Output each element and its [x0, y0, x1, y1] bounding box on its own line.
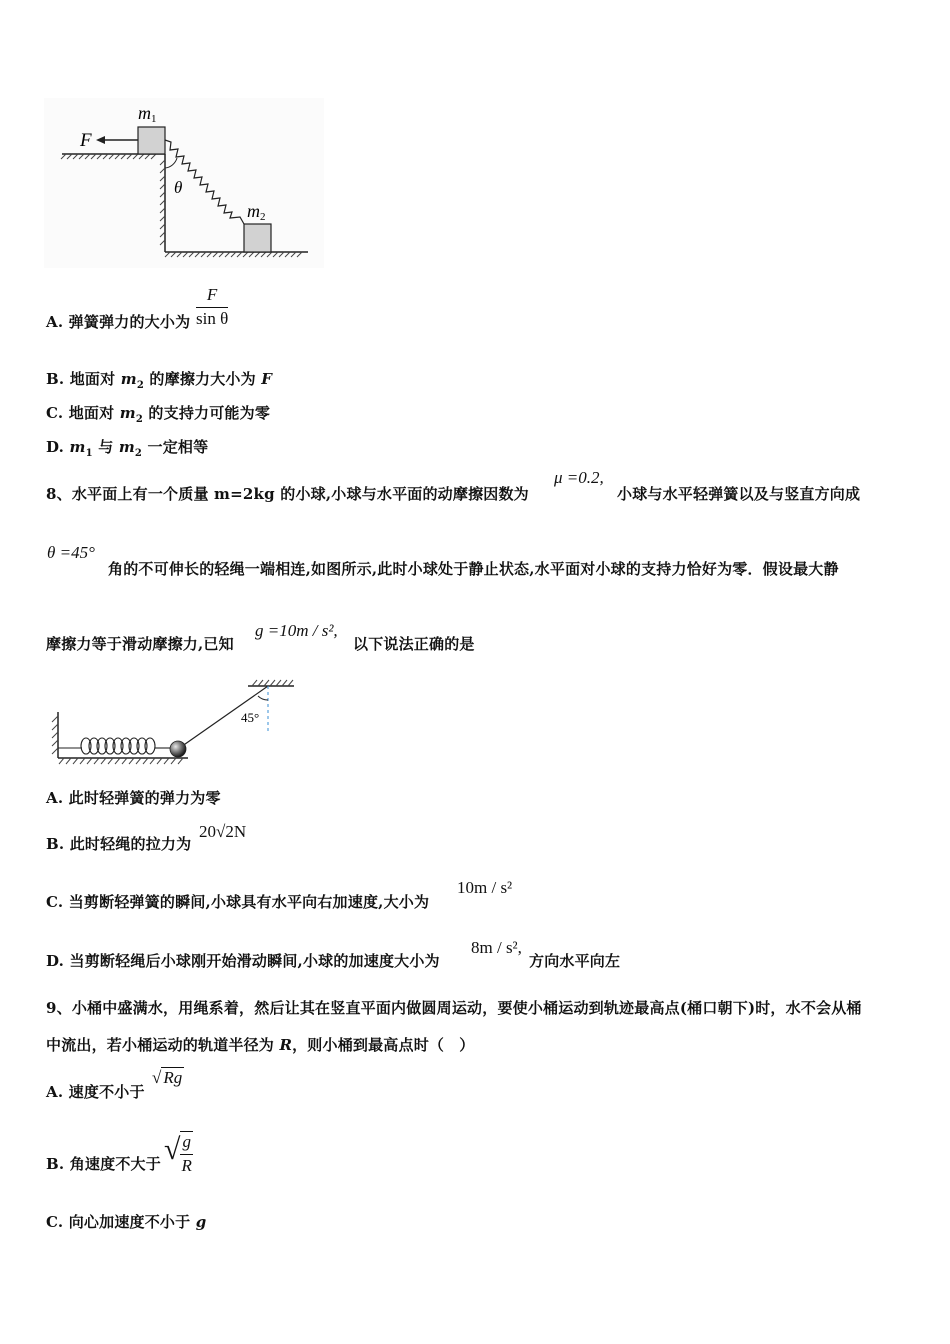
- m1-label: m1: [138, 103, 157, 125]
- m2-label: m2: [247, 201, 266, 223]
- fraction-denominator: sin θ: [196, 309, 229, 328]
- q7-option-a: A. 弹簧弹力的大小为: [46, 313, 191, 331]
- angle-label: 45°: [241, 710, 260, 725]
- q7-option-c: C. 地面对 $m_2$ 的支持力可能为零: [46, 404, 271, 425]
- q8-g-formula: g =10m / s²,: [255, 621, 338, 640]
- q8-option-d-value: 8m / s²,: [471, 938, 522, 957]
- theta-label: θ: [174, 178, 183, 197]
- q9-option-b: B. 角速度不大于: [46, 1155, 161, 1173]
- q8-option-d-end: 方向水平向左: [529, 952, 621, 970]
- q9-option-c: C. 向心加速度不小于 g: [46, 1213, 207, 1231]
- q8-option-c-value: 10m / s²: [457, 878, 513, 897]
- q8-mu-formula: μ =0.2,: [554, 468, 604, 487]
- q8-option-d: D. 当剪断轻绳后小球刚开始滑动瞬间,小球的加速度大小为: [46, 952, 440, 970]
- q8-theta-formula: θ =45°: [47, 543, 95, 562]
- force-label: F: [80, 130, 92, 151]
- spring-blocks-figure: [44, 98, 324, 268]
- ball: [170, 741, 186, 757]
- q9-option-a: A. 速度不小于: [46, 1083, 145, 1101]
- spring: [58, 738, 170, 754]
- q7-option-b: B. 地面对 $m_2$ 的摩擦力大小为 F: [46, 370, 273, 391]
- q9-option-b-sqrt: √ $\frac{g}{R}$: [164, 1132, 192, 1175]
- q8-line2: 角的不可伸长的轻绳一端相连,如图所示,此时小球处于静止状态,水平面对小球的支持力恰好为零．假设最大静: [108, 560, 839, 578]
- q8-option-c: C. 当剪断轻弹簧的瞬间,小球具有水平向右加速度,大小为: [46, 893, 430, 911]
- fraction-numerator: F: [196, 285, 228, 308]
- q9-line1: 9、小桶中盛满水，用绳系着，然后让其在竖直平面内做圆周运动，要使小桶运动到轨迹最高点(桶口朝下)时，水不会从桶: [46, 999, 862, 1017]
- q7-option-a-fraction: [196, 285, 228, 329]
- q8-line3-b: 以下说法正确的是: [353, 635, 475, 653]
- block-m2: [244, 224, 271, 252]
- q8-line1-b: 小球与水平轻弹簧以及与竖直方向成: [617, 485, 861, 503]
- q8-line1-a: 8、水平面上有一个质量 m=2kg 的小球,小球与水平面的动摩擦因数为: [46, 485, 529, 503]
- q9-option-a-sqrt: √ Rg: [152, 1068, 183, 1087]
- q8-option-b: B. 此时轻绳的拉力为: [46, 835, 192, 853]
- spring-ball-figure: [44, 676, 300, 772]
- block-m1: [138, 127, 165, 154]
- q8-option-a: A. 此时轻弹簧的弹力为零: [46, 789, 221, 807]
- q8-line3-a: 摩擦力等于滑动摩擦力,已知: [46, 635, 234, 653]
- q8-option-b-value: 20√2N: [199, 822, 247, 841]
- q9-line2: 中流出，若小桶运动的轨道半径为 R，则小桶到最高点时（ ）: [46, 1036, 475, 1054]
- q7-option-d: D. $m_1$ 与 $m_2$ 一定相等: [46, 438, 209, 459]
